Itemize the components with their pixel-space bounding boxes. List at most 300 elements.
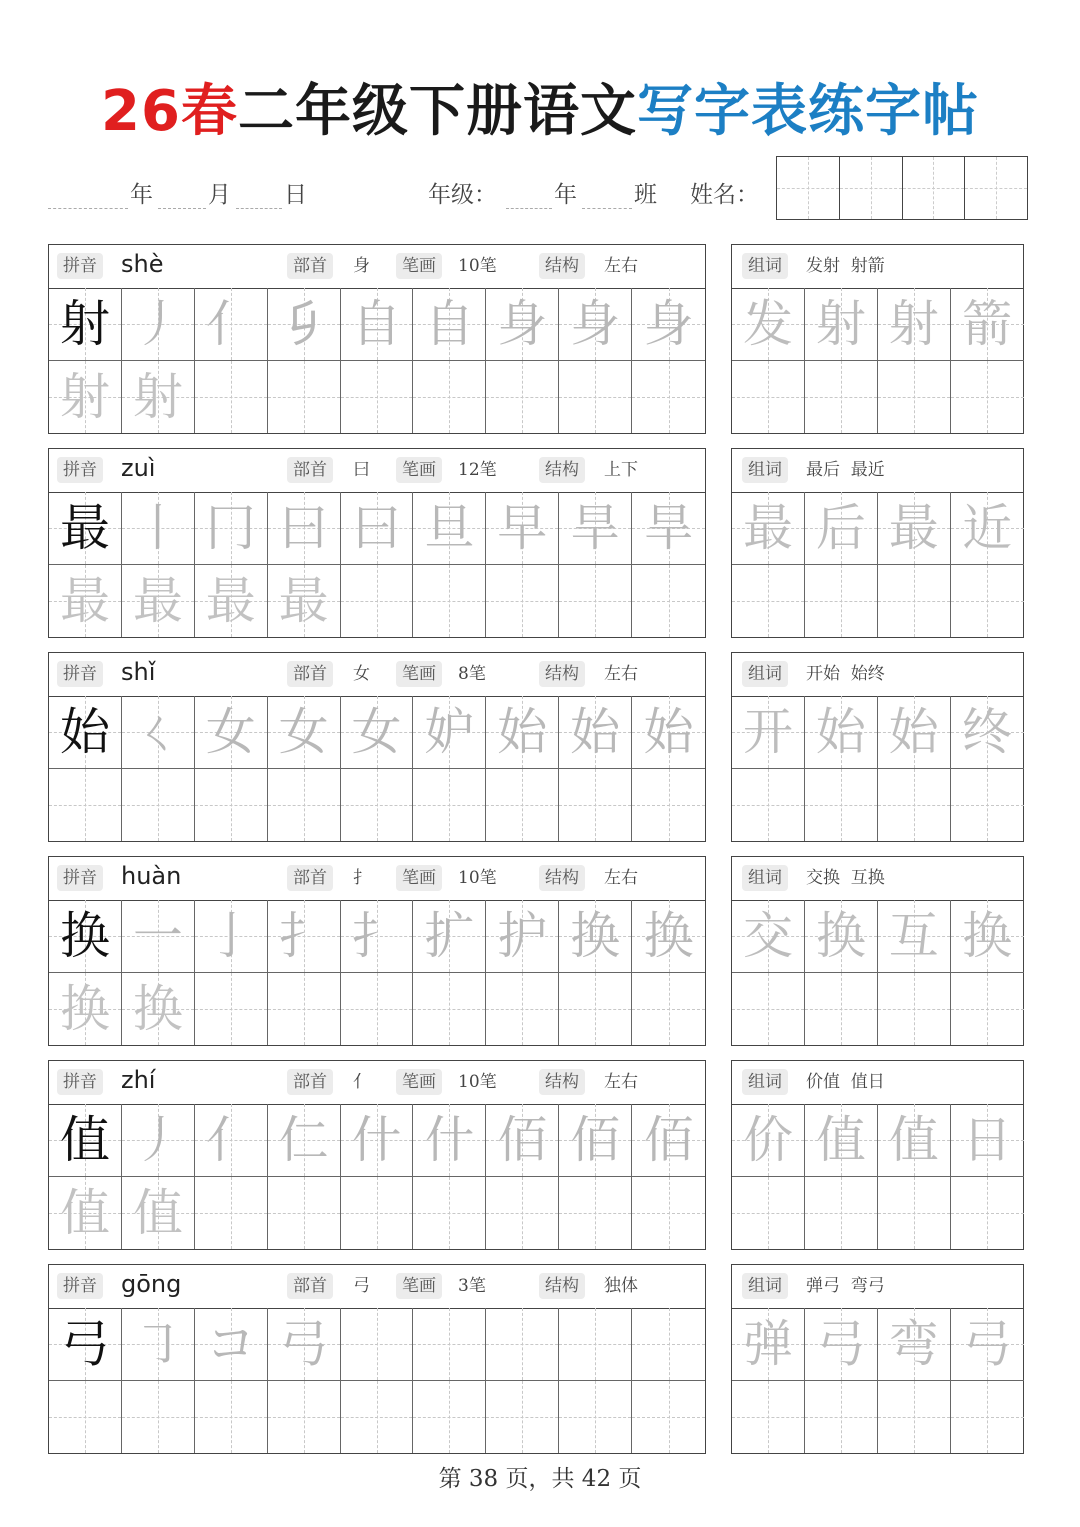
writing-cell[interactable]	[49, 769, 122, 842]
year-blank[interactable]	[48, 208, 128, 209]
word-cell[interactable]	[805, 973, 878, 1046]
character-info-header	[49, 1265, 705, 1309]
writing-cell[interactable]	[195, 565, 268, 638]
radical-value: 扌	[353, 868, 370, 888]
structure-label: 结构	[539, 1069, 585, 1095]
stroke-order-step: 扌	[278, 906, 329, 965]
writing-cell[interactable]	[122, 1104, 195, 1177]
stroke-order-step: 换	[643, 906, 694, 965]
word-cell[interactable]	[732, 769, 805, 842]
stroke-order-step: 亻	[205, 1110, 256, 1169]
structure-value: 左右	[604, 1072, 638, 1092]
word-header	[732, 857, 1023, 901]
word-cell[interactable]	[732, 1381, 805, 1454]
writing-cell[interactable]	[632, 973, 705, 1046]
practice-grid	[49, 288, 705, 433]
structure-value: 左右	[604, 868, 638, 888]
writing-cell[interactable]	[632, 565, 705, 638]
day-label: 日	[284, 182, 307, 208]
word-cell[interactable]	[878, 973, 951, 1046]
stroke-order-step: 弓	[278, 1314, 329, 1373]
word-cell[interactable]	[951, 1177, 1024, 1250]
word-header	[732, 1265, 1023, 1309]
character-info-header	[49, 653, 705, 697]
strokes-label: 笔画	[396, 661, 442, 687]
word-cell[interactable]	[732, 1177, 805, 1250]
word-trace-character: 互	[888, 906, 939, 965]
model-character: 始	[59, 702, 110, 761]
stroke-order-step: 自	[424, 294, 475, 353]
words-label: 组词	[742, 661, 788, 687]
word-cell[interactable]	[878, 1177, 951, 1250]
word-trace-character: 箭	[962, 294, 1013, 353]
word-cell[interactable]	[732, 1104, 805, 1177]
word-trace-character: 换	[962, 906, 1013, 965]
writing-cell[interactable]	[122, 973, 195, 1046]
writing-cell[interactable]	[413, 1308, 486, 1381]
writing-cell[interactable]	[49, 1381, 122, 1454]
stroke-order-step: 什	[351, 1110, 402, 1169]
stroke-order-step: 始	[570, 702, 621, 761]
word-trace-character: 值	[815, 1110, 866, 1169]
word-cell[interactable]	[878, 361, 951, 434]
writing-cell[interactable]	[559, 492, 632, 565]
writing-cell[interactable]	[486, 361, 559, 434]
writing-cell[interactable]	[195, 1381, 268, 1454]
stroke-order-step: 仁	[278, 1110, 329, 1169]
writing-cell[interactable]	[632, 1308, 705, 1381]
pinyin-value: huàn	[121, 862, 182, 890]
word-cell[interactable]	[805, 288, 878, 361]
writing-cell[interactable]	[632, 900, 705, 973]
writing-cell[interactable]	[341, 696, 414, 769]
writing-cell[interactable]	[49, 565, 122, 638]
writing-cell[interactable]	[49, 492, 122, 565]
writing-cell[interactable]	[413, 1381, 486, 1454]
trace-character: 值	[59, 1183, 110, 1242]
writing-cell[interactable]	[632, 288, 705, 361]
writing-cell[interactable]	[268, 696, 341, 769]
stroke-order-step: 丿	[132, 294, 183, 353]
writing-cell[interactable]	[341, 492, 414, 565]
word-cell[interactable]	[951, 696, 1024, 769]
writing-cell[interactable]	[559, 769, 632, 842]
strokes-label: 笔画	[396, 457, 442, 483]
writing-cell[interactable]	[49, 1177, 122, 1250]
character-info-header	[49, 245, 705, 289]
writing-cell[interactable]	[486, 973, 559, 1046]
radical-label: 部首	[287, 1273, 333, 1299]
writing-cell[interactable]	[122, 361, 195, 434]
page-title	[0, 72, 1080, 152]
word-cell[interactable]	[951, 288, 1024, 361]
word-cell[interactable]	[805, 900, 878, 973]
writing-cell[interactable]	[49, 1104, 122, 1177]
title-prefix: 26春	[101, 79, 238, 144]
writing-cell[interactable]	[268, 769, 341, 842]
writing-cell[interactable]	[341, 1177, 414, 1250]
word-trace-character: 射	[815, 294, 866, 353]
writing-cell[interactable]	[559, 696, 632, 769]
word-grid	[732, 492, 1024, 637]
model-character: 最	[59, 498, 110, 557]
practice-grid	[49, 492, 705, 637]
writing-cell[interactable]	[413, 565, 486, 638]
stroke-order-step: ㇆	[132, 1314, 183, 1373]
name-label: 姓名：	[690, 182, 759, 208]
word-trace-character: 弓	[815, 1314, 866, 1373]
writing-cell[interactable]	[49, 361, 122, 434]
pinyin-label: 拼音	[57, 661, 103, 687]
writing-cell[interactable]	[195, 900, 268, 973]
writing-cell[interactable]	[268, 288, 341, 361]
stroke-order-step: 佰	[643, 1110, 694, 1169]
writing-cell[interactable]	[486, 288, 559, 361]
writing-cell[interactable]	[268, 1177, 341, 1250]
words-value: 最后 最近	[806, 460, 885, 480]
writing-cell[interactable]	[122, 900, 195, 973]
month-label: 月	[208, 182, 231, 208]
writing-cell[interactable]	[413, 1104, 486, 1177]
writing-cell[interactable]	[559, 900, 632, 973]
practice-grid	[49, 1308, 705, 1453]
character-card	[48, 856, 706, 1046]
word-trace-character: 弯	[888, 1314, 939, 1373]
character-info-header	[49, 449, 705, 493]
writing-cell[interactable]	[413, 973, 486, 1046]
writing-cell[interactable]	[559, 973, 632, 1046]
writing-cell[interactable]	[559, 288, 632, 361]
writing-cell[interactable]	[559, 565, 632, 638]
stroke-order-step: 始	[643, 702, 694, 761]
word-cell[interactable]	[805, 696, 878, 769]
writing-cell[interactable]	[268, 492, 341, 565]
writing-cell[interactable]	[195, 288, 268, 361]
strokes-label: 笔画	[396, 1069, 442, 1095]
practice-grid	[49, 1104, 705, 1249]
stroke-order-step: 扌	[351, 906, 402, 965]
date-grade-row	[48, 176, 788, 216]
writing-cell[interactable]	[559, 1381, 632, 1454]
strokes-value: 8笔	[458, 664, 486, 684]
words-label: 组词	[742, 1069, 788, 1095]
writing-cell[interactable]	[413, 361, 486, 434]
word-trace-character: 近	[962, 498, 1013, 557]
stroke-order-step: 护	[497, 906, 548, 965]
word-cell[interactable]	[878, 1104, 951, 1177]
writing-cell[interactable]	[486, 900, 559, 973]
writing-cell[interactable]	[268, 973, 341, 1046]
word-cell[interactable]	[805, 565, 878, 638]
writing-cell[interactable]	[122, 696, 195, 769]
word-card	[731, 1264, 1024, 1454]
word-cell[interactable]	[878, 1381, 951, 1454]
word-cell[interactable]	[732, 900, 805, 973]
writing-cell[interactable]	[413, 696, 486, 769]
word-cell[interactable]	[732, 288, 805, 361]
pinyin-label: 拼音	[57, 1069, 103, 1095]
word-cell[interactable]	[732, 361, 805, 434]
word-card	[731, 1060, 1024, 1250]
writing-cell[interactable]	[122, 492, 195, 565]
stroke-order-step: 身	[497, 294, 548, 353]
stroke-order-step: 女	[205, 702, 256, 761]
word-trace-character: 射	[888, 294, 939, 353]
writing-cell[interactable]	[268, 1381, 341, 1454]
trace-character: 射	[59, 367, 110, 426]
word-cell[interactable]	[732, 565, 805, 638]
word-cell[interactable]	[878, 288, 951, 361]
month-blank[interactable]	[158, 208, 206, 209]
writing-cell[interactable]	[413, 769, 486, 842]
writing-cell[interactable]	[122, 1308, 195, 1381]
structure-label: 结构	[539, 1273, 585, 1299]
word-cell[interactable]	[805, 769, 878, 842]
writing-cell[interactable]	[49, 900, 122, 973]
stroke-order-step: 曰	[278, 498, 329, 557]
model-character: 值	[59, 1110, 110, 1169]
word-trace-character: 最	[742, 498, 793, 557]
practice-grid	[49, 900, 705, 1045]
writing-cell[interactable]	[49, 288, 122, 361]
character-info-header	[49, 1061, 705, 1105]
writing-cell[interactable]	[559, 1177, 632, 1250]
word-cell[interactable]	[805, 1381, 878, 1454]
radical-label: 部首	[287, 865, 333, 891]
writing-cell[interactable]	[341, 361, 414, 434]
writing-cell[interactable]	[486, 1177, 559, 1250]
stroke-order-step: 丨	[132, 498, 183, 557]
pinyin-value: zuì	[121, 454, 156, 482]
writing-cell[interactable]	[195, 1104, 268, 1177]
writing-cell[interactable]	[559, 1104, 632, 1177]
strokes-value: 10笔	[458, 256, 497, 276]
stroke-order-step: 早	[497, 498, 548, 557]
stroke-order-step: 自	[351, 294, 402, 353]
class-label: 班	[634, 182, 657, 208]
word-header	[732, 449, 1023, 493]
class-blank[interactable]	[582, 208, 632, 209]
word-cell[interactable]	[878, 696, 951, 769]
stroke-order-step: 始	[497, 702, 548, 761]
word-cell[interactable]	[951, 769, 1024, 842]
word-trace-character: 弹	[742, 1314, 793, 1373]
trace-character: 换	[59, 979, 110, 1038]
strokes-label: 笔画	[396, 1273, 442, 1299]
writing-cell[interactable]	[486, 492, 559, 565]
writing-cell[interactable]	[341, 1104, 414, 1177]
writing-cell[interactable]	[486, 696, 559, 769]
grade-blank[interactable]	[506, 208, 552, 209]
stroke-order-step: 身	[643, 294, 694, 353]
word-cell[interactable]	[878, 900, 951, 973]
word-trace-character: 终	[962, 702, 1013, 761]
word-cell[interactable]	[805, 1104, 878, 1177]
writing-cell[interactable]	[632, 1104, 705, 1177]
writing-cell[interactable]	[122, 288, 195, 361]
trace-character: 最	[205, 571, 256, 630]
trace-character: 换	[132, 979, 183, 1038]
writing-cell[interactable]	[49, 696, 122, 769]
structure-value: 左右	[604, 664, 638, 684]
writing-cell[interactable]	[632, 1381, 705, 1454]
writing-cell[interactable]	[122, 1381, 195, 1454]
writing-cell[interactable]	[195, 492, 268, 565]
word-cell[interactable]	[951, 565, 1024, 638]
word-cell[interactable]	[805, 361, 878, 434]
radical-value: 曰	[353, 460, 370, 480]
writing-cell[interactable]	[268, 1104, 341, 1177]
word-cell[interactable]	[951, 1104, 1024, 1177]
stroke-order-step: ㄑ	[132, 702, 183, 761]
name-boxes[interactable]	[776, 156, 1028, 220]
words-value: 弹弓 弯弓	[806, 1276, 885, 1296]
writing-cell[interactable]	[559, 1308, 632, 1381]
stroke-order-step: 亻	[205, 294, 256, 353]
trace-character: 射	[132, 367, 183, 426]
model-character: 换	[59, 906, 110, 965]
writing-cell[interactable]	[632, 361, 705, 434]
word-cell[interactable]	[805, 1177, 878, 1250]
stroke-order-step: 丿	[132, 1110, 183, 1169]
words-value: 交换 互换	[806, 868, 885, 888]
stroke-order-step: 扩	[424, 906, 475, 965]
writing-cell[interactable]	[486, 1104, 559, 1177]
word-grid	[732, 288, 1024, 433]
writing-cell[interactable]	[195, 1308, 268, 1381]
strokes-label: 笔画	[396, 865, 442, 891]
stroke-order-step: 亅	[205, 906, 256, 965]
writing-cell[interactable]	[341, 1308, 414, 1381]
writing-cell[interactable]	[486, 769, 559, 842]
word-grid	[732, 1104, 1024, 1249]
writing-cell[interactable]	[341, 769, 414, 842]
radical-value: 亻	[353, 1072, 370, 1092]
pinyin-label: 拼音	[57, 1273, 103, 1299]
writing-cell[interactable]	[632, 769, 705, 842]
word-trace-character: 始	[888, 702, 939, 761]
stroke-order-step: 女	[351, 702, 402, 761]
writing-cell[interactable]	[49, 973, 122, 1046]
writing-cell[interactable]	[341, 973, 414, 1046]
word-cell[interactable]	[732, 492, 805, 565]
word-cell[interactable]	[805, 1308, 878, 1381]
model-character: 弓	[59, 1314, 110, 1373]
words-value: 发射 射箭	[806, 256, 885, 276]
word-cell[interactable]	[951, 900, 1024, 973]
writing-cell[interactable]	[122, 565, 195, 638]
pinyin-label: 拼音	[57, 253, 103, 279]
writing-cell[interactable]	[122, 769, 195, 842]
writing-cell[interactable]	[268, 900, 341, 973]
word-cell[interactable]	[951, 1381, 1024, 1454]
writing-cell[interactable]	[268, 361, 341, 434]
writing-cell[interactable]	[195, 696, 268, 769]
writing-cell[interactable]	[341, 900, 414, 973]
word-cell[interactable]	[951, 492, 1024, 565]
word-trace-character: 后	[815, 498, 866, 557]
word-trace-character: 日	[962, 1110, 1013, 1169]
words-label: 组词	[742, 865, 788, 891]
strokes-value: 3笔	[458, 1276, 486, 1296]
word-cell[interactable]	[951, 973, 1024, 1046]
writing-cell[interactable]	[559, 361, 632, 434]
word-cell[interactable]	[732, 1308, 805, 1381]
pinyin-label: 拼音	[57, 865, 103, 891]
word-trace-character: 始	[815, 702, 866, 761]
writing-cell[interactable]	[486, 565, 559, 638]
structure-value: 左右	[604, 256, 638, 276]
radical-label: 部首	[287, 1069, 333, 1095]
character-card	[48, 652, 706, 842]
writing-cell[interactable]	[49, 1308, 122, 1381]
structure-value: 上下	[604, 460, 638, 480]
writing-cell[interactable]	[413, 1177, 486, 1250]
writing-cell[interactable]	[341, 565, 414, 638]
word-trace-character: 值	[888, 1110, 939, 1169]
writing-cell[interactable]	[122, 1177, 195, 1250]
word-cell[interactable]	[878, 1308, 951, 1381]
writing-cell[interactable]	[632, 492, 705, 565]
writing-cell[interactable]	[195, 1177, 268, 1250]
word-cell[interactable]	[878, 565, 951, 638]
word-cell[interactable]	[732, 696, 805, 769]
stroke-order-step: 一	[132, 906, 183, 965]
word-trace-character: 价	[742, 1110, 793, 1169]
writing-cell[interactable]	[341, 288, 414, 361]
title-suffix: 写字表练字帖	[636, 79, 979, 144]
grade-label: 年级：	[428, 182, 497, 208]
writing-cell[interactable]	[632, 696, 705, 769]
stroke-order-step: 什	[424, 1110, 475, 1169]
writing-cell[interactable]	[486, 1308, 559, 1381]
word-cell[interactable]	[732, 973, 805, 1046]
writing-cell[interactable]	[413, 288, 486, 361]
writing-cell[interactable]	[341, 1381, 414, 1454]
writing-cell[interactable]	[268, 1308, 341, 1381]
word-card	[731, 448, 1024, 638]
word-cell[interactable]	[878, 492, 951, 565]
writing-cell[interactable]	[486, 1381, 559, 1454]
stroke-order-step: 妒	[424, 702, 475, 761]
word-cell[interactable]	[805, 492, 878, 565]
stroke-order-step: 佰	[570, 1110, 621, 1169]
word-header	[732, 653, 1023, 697]
stroke-order-step: コ	[205, 1314, 256, 1373]
writing-cell[interactable]	[195, 973, 268, 1046]
stroke-order-step: 𠂎	[278, 294, 329, 353]
word-cell[interactable]	[878, 769, 951, 842]
day-blank[interactable]	[236, 208, 282, 209]
strokes-value: 10笔	[458, 1072, 497, 1092]
writing-cell[interactable]	[632, 1177, 705, 1250]
character-card	[48, 448, 706, 638]
word-header	[732, 1061, 1023, 1105]
word-cell[interactable]	[951, 361, 1024, 434]
strokes-value: 10笔	[458, 868, 497, 888]
stroke-order-step: 身	[570, 294, 621, 353]
writing-cell[interactable]	[195, 361, 268, 434]
writing-cell[interactable]	[268, 565, 341, 638]
word-grid	[732, 696, 1024, 841]
word-cell[interactable]	[951, 1308, 1024, 1381]
structure-label: 结构	[539, 457, 585, 483]
page-footer: 第 38 页，共 42 页	[438, 1466, 642, 1492]
writing-cell[interactable]	[413, 492, 486, 565]
writing-cell[interactable]	[413, 900, 486, 973]
writing-cell[interactable]	[195, 769, 268, 842]
stroke-order-step: 曰	[351, 498, 402, 557]
